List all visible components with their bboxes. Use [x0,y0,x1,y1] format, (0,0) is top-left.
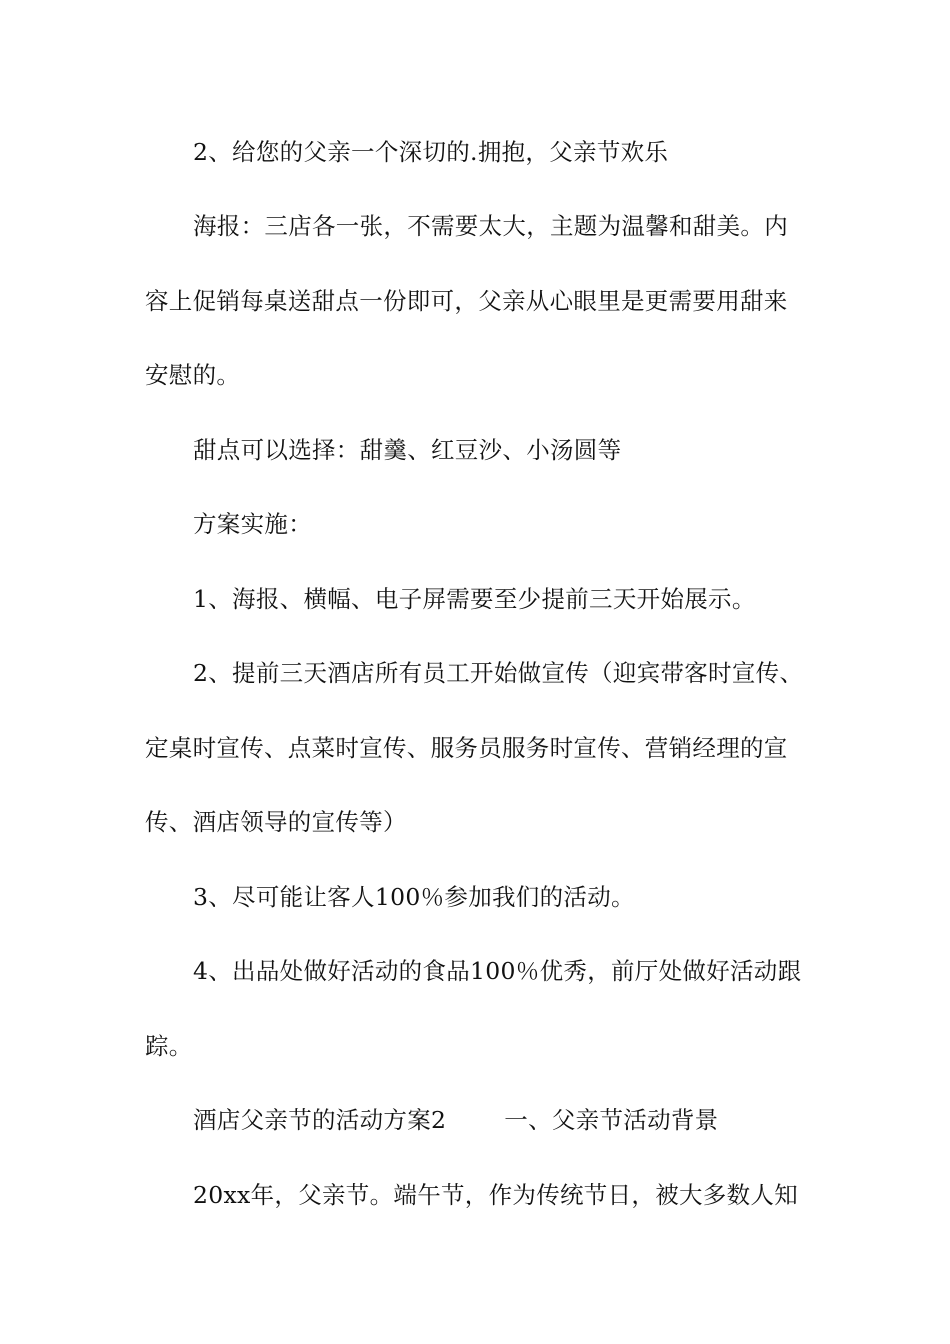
paragraph-line: 1、海报、横幅、电子屏需要至少提前三天开始展示。 [193,585,756,613]
paragraph-line: 定桌时宣传、点菜时宣传、服务员服务时宣传、营销经理的宣 [145,734,788,762]
paragraph-line: 海报：三店各一张，不需要太大，主题为温馨和甜美。内 [193,212,788,240]
paragraph-line: 2、给您的父亲一个深切的.拥抱，父亲节欢乐 [193,138,669,166]
paragraph-line: 安慰的。 [145,361,241,389]
paragraph-line-with-heading [193,1105,858,1135]
paragraph-line: 4、出品处做好活动的食品100％优秀，前厅处做好活动跟 [193,957,802,985]
paragraph-line: 3、尽可能让客人100％参加我们的活动。 [193,883,635,911]
paragraph-line: 2、提前三天酒店所有员工开始做宣传（迎宾带客时宣传、 [193,659,804,687]
paragraph-line: 容上促销每桌送甜点一份即可，父亲从心眼里是更需要用甜来 [145,287,788,315]
paragraph-line: 传、酒店领导的宣传等） [145,808,407,836]
paragraph-line: 甜点可以选择：甜羹、红豆沙、小汤圆等 [193,436,622,464]
paragraph-line: 踪。 [145,1032,193,1060]
section-title: 酒店父亲节的活动方案2 [193,1106,447,1134]
paragraph-line: 20xx年，父亲节。端午节，作为传统节日，被大多数人知 [193,1181,799,1209]
section-heading: 一、父亲节活动背景 [504,1106,719,1134]
paragraph-line: 方案实施： [193,510,312,538]
